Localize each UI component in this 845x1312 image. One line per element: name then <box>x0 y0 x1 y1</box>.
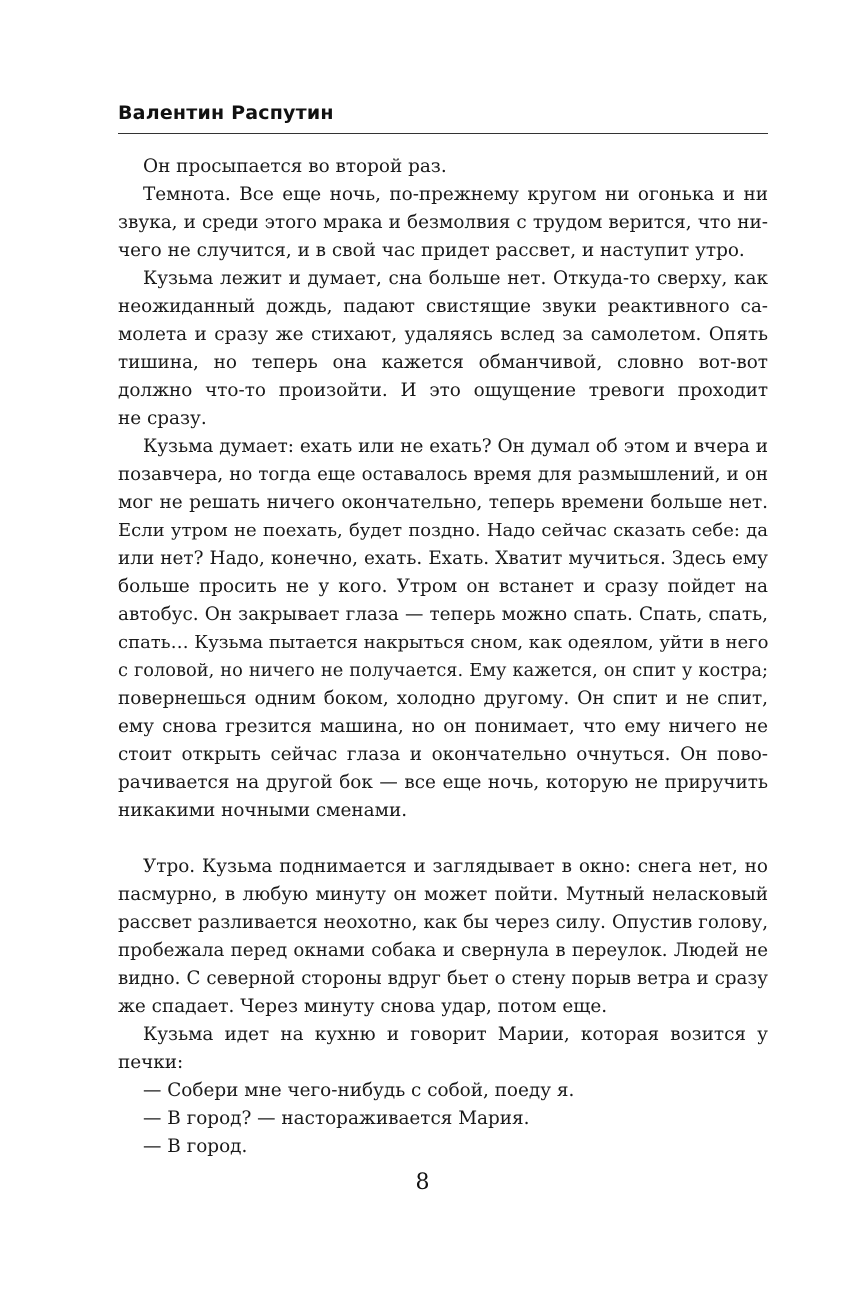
text-line: рассвет разливается неохотно, как бы через силу. Опустив голову, <box>118 912 768 933</box>
text-line: или нет? Надо, конечно, ехать. Ехать. Хватит мучиться. Здесь ему <box>118 548 768 569</box>
text-line: звука, и среди этого мрака и безмолвия с трудом верится, что ни- <box>118 212 768 233</box>
text-line: тишина, но теперь она кажется обманчивой, словно вот-вот <box>118 352 768 373</box>
text-line: пробежала перед окнами собака и свернула в переулок. Людей не <box>118 940 768 961</box>
text-line: позавчера, но тогда еще оставалось время для размышлений, и он <box>118 464 768 485</box>
text-line: мог не решать ничего окончательно, теперь времени больше нет. <box>118 492 768 513</box>
text-line: должно что-то произойти. И это ощущение тревоги проходит <box>118 380 768 401</box>
running-head: Валентин Распутин <box>118 102 334 124</box>
text-line: рачивается на другой бок — все еще ночь, которую не приручить <box>118 772 768 793</box>
text-line: повернешься одним боком, холодно другому. Он спит и не спит, <box>118 688 768 709</box>
text-line: автобус. Он закрывает глаза — теперь можно спать. Спать, спать, <box>118 604 768 625</box>
dialogue-line: — В город? — настораживается Мария. <box>143 1108 530 1129</box>
text-line: Кузьма лежит и думает, сна больше нет. Откуда-то сверху, как <box>143 268 768 289</box>
text-line: с головой, но ничего не получается. Ему кажется, он спит у костра; <box>118 660 768 681</box>
text-line: больше просить не у кого. Утром он встанет и сразу пойдет на <box>118 576 768 597</box>
text-line: спать… Кузьма пытается накрыться сном, как одеялом, уйти в него <box>118 632 769 653</box>
text-line: Кузьма идет на кухню и говорит Марии, которая возится у <box>143 1024 768 1045</box>
text-line: чего не случится, и в свой час придет рассвет, и наступит утро. <box>118 240 745 261</box>
header-rule <box>118 133 768 134</box>
text-line: Утро. Кузьма поднимается и заглядывает в окно: снега нет, но <box>143 856 768 877</box>
text-line: видно. С северной стороны вдруг бьет о стену порыв ветра и сразу <box>118 968 768 989</box>
text-line: стоит открыть сейчас глаза и окончательно очнуться. Он пово- <box>118 744 768 765</box>
text-line: пасмурно, в любую минуту он может пойти. Мутный неласковый <box>118 884 768 905</box>
text-line: неожиданный дождь, падают свистящие звуки реактивного са- <box>118 296 768 317</box>
text-line: Он просыпается во второй раз. <box>143 156 447 177</box>
text-line: же спадает. Через минуту снова удар, потом еще. <box>118 996 608 1017</box>
text-line: Если утром не поехать, будет поздно. Надо сейчас сказать себе: да <box>118 520 768 541</box>
text-line: Кузьма думает: ехать или не ехать? Он думал об этом и вчера и <box>143 436 768 457</box>
text-line: молета и сразу же стихают, удаляясь вслед за самолетом. Опять <box>118 324 768 345</box>
dialogue-line: — Собери мне чего-нибудь с собой, поеду я. <box>143 1080 575 1101</box>
dialogue-line: — В город. <box>143 1136 248 1157</box>
text-line: Темнота. Все еще ночь, по-прежнему кругом ни огонька и ни <box>143 184 768 205</box>
page-number: 8 <box>415 1170 430 1195</box>
text-line: никакими ночными сменами. <box>118 800 408 821</box>
text-line: ему снова грезится машина, но он понимает, что ему ничего не <box>118 716 768 737</box>
text-line: печки: <box>118 1052 184 1073</box>
text-line: не сразу. <box>118 408 207 429</box>
